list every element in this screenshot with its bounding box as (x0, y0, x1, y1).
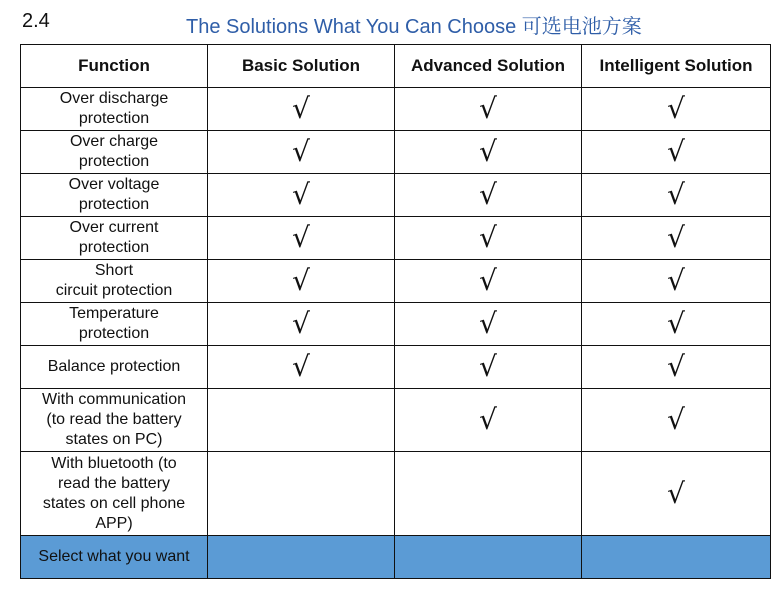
advanced-check: √ (395, 303, 582, 346)
function-cell: Over discharge protection (21, 88, 208, 131)
function-cell: Over voltage protection (21, 174, 208, 217)
basic-check: √ (208, 346, 395, 389)
table-row (21, 346, 771, 389)
advanced-check (395, 452, 582, 536)
header-basic: Basic Solution (208, 45, 395, 88)
function-cell: Short circuit protection (21, 260, 208, 303)
header-advanced: Advanced Solution (395, 45, 582, 88)
advanced-check: √ (395, 260, 582, 303)
advanced-check: √ (395, 389, 582, 452)
advanced-check: √ (395, 174, 582, 217)
table-row (21, 174, 771, 217)
intelligent-check: √ (582, 217, 771, 260)
table-row (21, 303, 771, 346)
table-row (21, 88, 771, 131)
table-row (21, 389, 771, 452)
basic-check (208, 452, 395, 536)
intelligent-check: √ (582, 174, 771, 217)
advanced-check: √ (395, 217, 582, 260)
function-cell: Temperature protection (21, 303, 208, 346)
intelligent-check: √ (582, 389, 771, 452)
function-cell: Over charge protection (21, 131, 208, 174)
select-basic-cell[interactable] (208, 536, 395, 579)
basic-check: √ (208, 174, 395, 217)
function-cell: With bluetooth (to read the battery states on cell phone APP) (21, 452, 208, 536)
advanced-check: √ (395, 131, 582, 174)
intelligent-check: √ (582, 88, 771, 131)
table-header-row (21, 45, 771, 88)
function-cell: Over current protection (21, 217, 208, 260)
table-row (21, 131, 771, 174)
table-row (21, 260, 771, 303)
basic-check: √ (208, 88, 395, 131)
function-cell: With communication (to read the battery states on PC) (21, 389, 208, 452)
basic-check: √ (208, 131, 395, 174)
intelligent-check: √ (582, 303, 771, 346)
intelligent-check: √ (582, 131, 771, 174)
header-function: Function (21, 45, 208, 88)
basic-check: √ (208, 303, 395, 346)
intelligent-check: √ (582, 260, 771, 303)
header-intelligent: Intelligent Solution (582, 45, 771, 88)
table-row (21, 217, 771, 260)
advanced-check: √ (395, 88, 582, 131)
page-title: The Solutions What You Can Choose 可选电池方案 (186, 16, 642, 38)
basic-check: √ (208, 260, 395, 303)
intelligent-check: √ (582, 346, 771, 389)
basic-check (208, 389, 395, 452)
solutions-table (20, 44, 771, 579)
intelligent-check: √ (582, 452, 771, 536)
function-cell: Balance protection (21, 346, 208, 389)
select-row (21, 536, 771, 579)
select-intelligent-cell[interactable] (582, 536, 771, 579)
table-row (21, 452, 771, 536)
select-label: Select what you want (21, 536, 208, 579)
advanced-check: √ (395, 346, 582, 389)
select-advanced-cell[interactable] (395, 536, 582, 579)
basic-check: √ (208, 217, 395, 260)
section-number: 2.4 (22, 10, 50, 32)
